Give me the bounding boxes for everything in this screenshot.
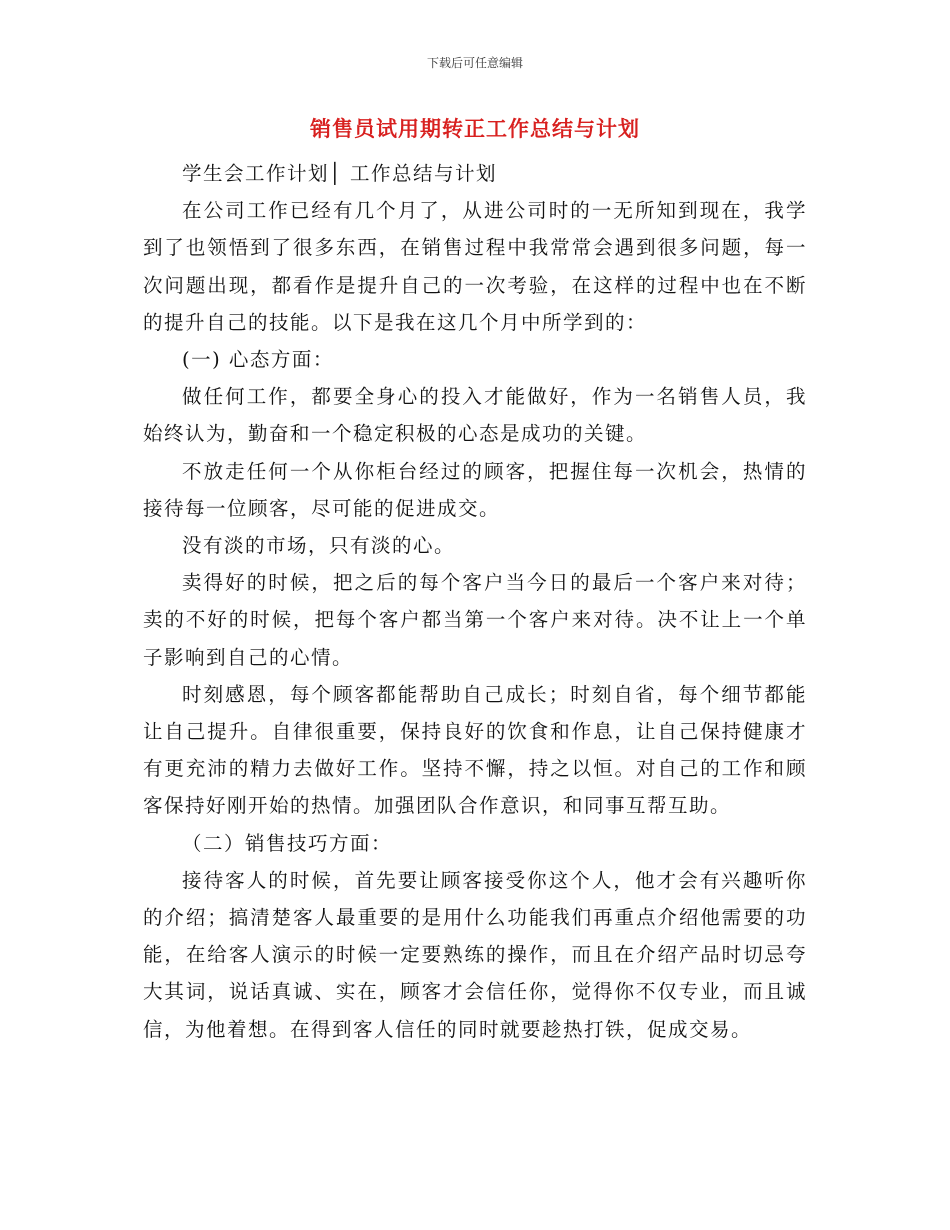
paragraph-subtitle: 学生会工作计划│ 工作总结与计划 (182, 162, 497, 185)
paragraph: 不放走任何一个从你柜台经过的顾客，把握住每一次机会，热情的接待每一位顾客，尽可能的促进成交。 (143, 459, 807, 520)
paragraph: 没有淡的市场，只有淡的心。 (182, 534, 456, 558)
section-heading-sales-skills: （二）销售技巧方面： (182, 831, 393, 855)
document-title: 销售员试用期转正工作总结与计划 (310, 117, 640, 141)
document-body (143, 155, 807, 1048)
paragraph: 卖得好的时候，把之后的每个客户当今日的最后一个客户来对待；卖的不好的时候，把每个客户都当第一个客户来对待。决不让上一个单子影响到自己的心情。 (143, 571, 807, 669)
paragraph: 做任何工作，都要全身心的投入才能做好，作为一名销售人员，我始终认为，勤奋和一个稳定积极的心态是成功的关键。 (143, 385, 807, 446)
header-note: 下载后可任意编辑 (426, 56, 523, 70)
section-heading-mindset: (一) 心态方面： (182, 348, 334, 372)
paragraph: 接待客人的时候，首先要让顾客接受你这个人，他才会有兴趣听你的介绍；搞清楚客人最重要的是用什么功能我们再重点介绍他需要的功能，在给客人演示的时候一定要熟练的操作，而且在介绍产品时切忌夸大其词，说话真诚、实在，顾客才会信任你，觉得你不仅专业，而且诚信，为他着想。在得到客人信任的同时就要趁热打铁，促成交易。 (143, 868, 807, 1041)
paragraph: 时刻感恩，每个顾客都能帮助自己成长；时刻自省，每个细节都能让自己提升。自律很重要，保持良好的饮食和作息，让自己保持健康才有更充沛的精力去做好工作。坚持不懈，持之以恒。对自己的工作和顾客保持好刚开始的热情。加强团队合作意识，和同事互帮互助。 (143, 682, 807, 818)
paragraph-intro: 在公司工作已经有几个月了，从进公司时的一无所知到现在，我学到了也领悟到了很多东西，在销售过程中我常常会遇到很多问题，每一次问题出现，都看作是提升自己的一次考验，在这样的过程中也在不断的提升自己的技能。以下是我在这几个月中所学到的： (143, 199, 807, 334)
